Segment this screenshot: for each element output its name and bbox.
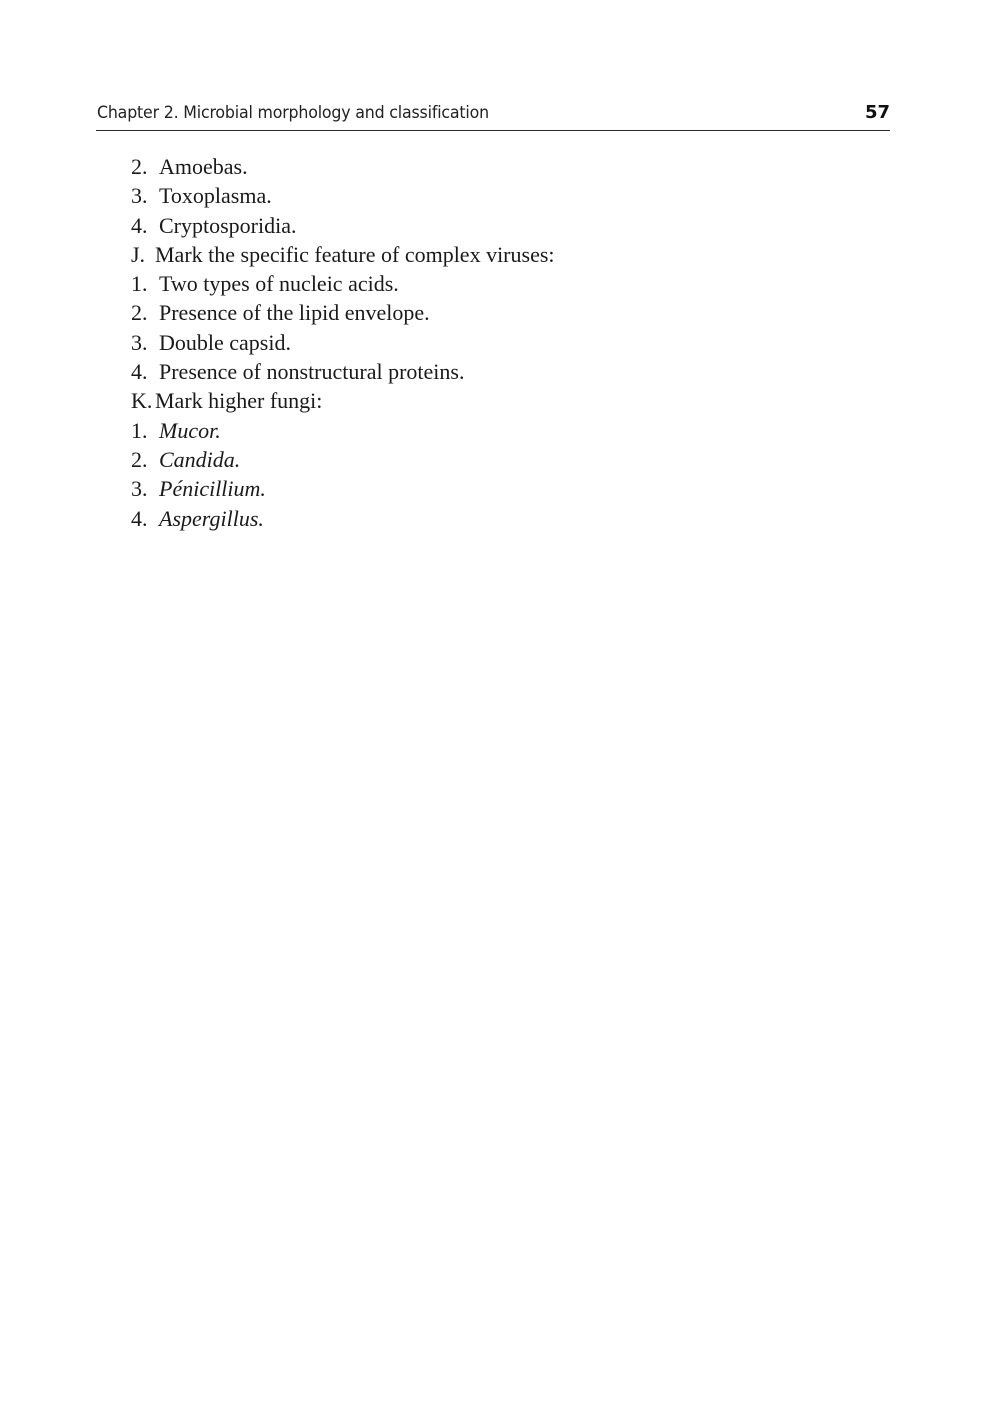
item-number: 4. [131,359,148,385]
item-text: Double capsid. [159,329,291,355]
list-item [131,269,891,298]
item-number: 1. [131,417,148,443]
item-number: 3. [131,476,148,502]
list-item [131,152,891,181]
question-heading [131,386,891,415]
item-number: 2. [131,154,148,179]
list-item [131,504,891,533]
list-item [131,445,891,474]
item-text: Two types of nucleic acids. [159,271,399,297]
list-item [131,357,891,386]
item-number: 1. [131,271,148,297]
list-item [131,211,891,240]
list-item [131,474,891,503]
list-item [131,181,891,210]
item-text: Candida. [159,446,241,472]
item-number: 2. [131,300,148,326]
question-heading [131,240,891,269]
page-number: 57 [864,102,890,123]
item-number: 3. [131,183,148,209]
question-list [131,152,891,533]
question-letter: K. [131,388,153,414]
item-text: Amoebas. [159,154,248,179]
item-text: Toxoplasma. [159,183,272,209]
item-text: Presence of nonstructural proteins. [159,359,465,385]
item-text: Presence of the lipid envelope. [159,300,430,326]
list-item [131,298,891,327]
item-text: Cryptosporidia. [159,212,297,238]
running-header [96,101,890,131]
list-item [131,328,891,357]
running-title: Chapter 2. Microbial morphology and classification [97,103,489,123]
list-item [131,416,891,445]
question-letter: J. [131,241,146,267]
item-text: Mucor. [159,417,221,443]
item-text: Pénicillium. [159,476,266,502]
item-text: Aspergillus. [159,505,264,531]
item-number: 2. [131,446,148,472]
item-number: 3. [131,329,148,355]
question-text: Mark the specific feature of complex viruses: [155,241,555,267]
question-text: Mark higher fungi: [155,388,323,414]
item-number: 4. [131,505,148,531]
item-number: 4. [131,212,148,238]
